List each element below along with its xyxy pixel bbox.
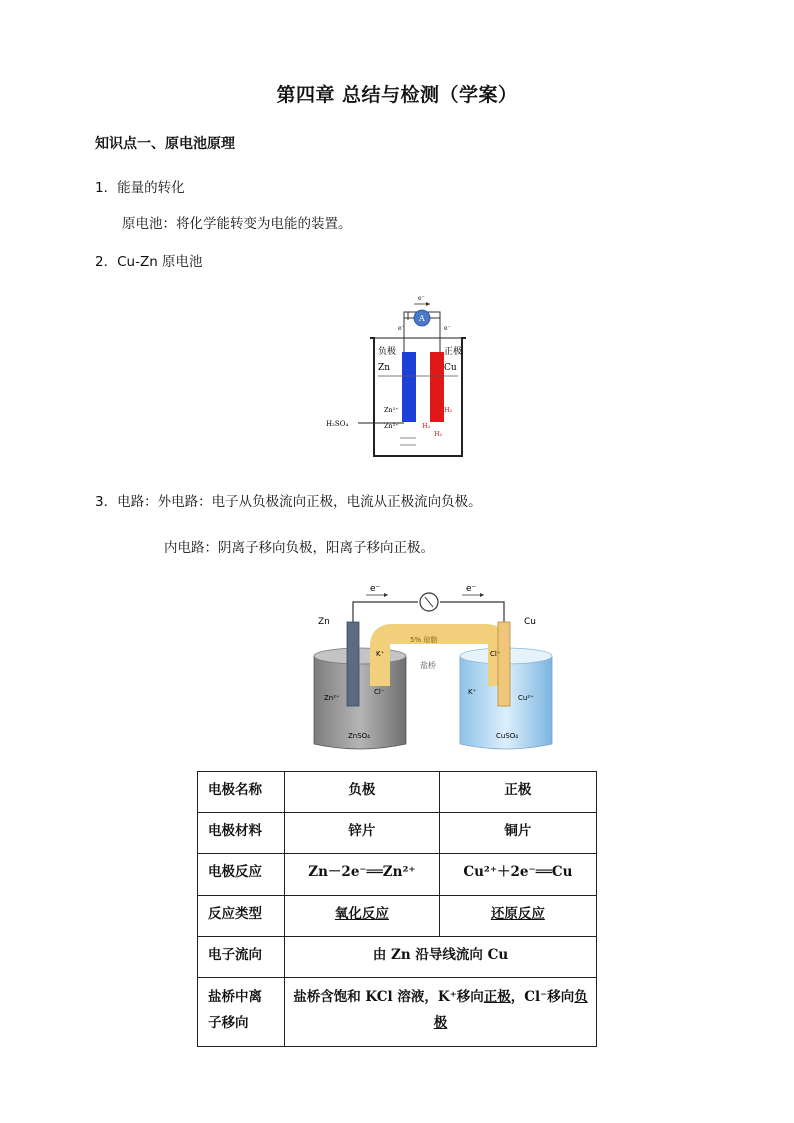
table-row — [198, 937, 597, 978]
zn-electrode — [402, 352, 416, 422]
zn-label: Zn — [318, 617, 330, 627]
cu-electrode — [430, 352, 444, 422]
cu-ion-label: Cu²⁺ — [518, 694, 534, 702]
salt-bridge-text: 盐桥含饱和 KCl 溶液，K⁺移向 — [293, 989, 484, 1005]
item-3-internal-circuit: 内电路：阴离子移向负极，阳离子移向正极。 — [164, 540, 434, 556]
row-header-line-2: 子移向 — [208, 1015, 249, 1031]
electrolyte-label: H₂SO₄ — [326, 420, 349, 428]
positive-cell: Cu²⁺＋2e⁻══Cu — [439, 854, 596, 896]
item-2-text: Cu-Zn 原电池 — [117, 254, 203, 270]
agar-label: 5% 琼脂 — [410, 636, 438, 644]
item-3-text: 电路：外电路：电子从负极流向正极，电流从正极流向负极。 — [117, 494, 482, 510]
item-1-description: 原电池：将化学能转变为电能的装置。 — [122, 216, 352, 232]
cu-label: Cu — [524, 617, 536, 627]
negative-cell: 负极 — [285, 772, 440, 813]
merged-cell — [285, 978, 597, 1047]
row-header: 电极名称 — [198, 772, 285, 813]
h2-label-3: H₂ — [434, 430, 443, 438]
item-1 — [95, 176, 185, 196]
ammeter-label: A — [419, 314, 425, 323]
section-heading: 知识点一、原电池原理 — [95, 136, 235, 152]
row-header — [198, 978, 285, 1047]
salt-bridge-label: 盐桥 — [420, 661, 436, 670]
zn-ion-label-2: Zn²⁺ — [384, 422, 399, 430]
table-row — [198, 896, 597, 937]
zn-ion-label: Zn²⁺ — [324, 694, 340, 702]
row-header: 电极反应 — [198, 854, 285, 896]
electron-label-left: e⁻ — [398, 325, 405, 332]
k-target: 正极 — [483, 989, 511, 1005]
cu-label: Cu — [444, 363, 457, 373]
table-row — [198, 978, 597, 1047]
cuso4-label: CuSO₄ — [496, 732, 519, 740]
merged-cell: 由 Zn 沿导线流向 Cu — [285, 937, 597, 978]
cl-ion-label-right: Cl⁻ — [490, 650, 501, 658]
page-title: 第四章 总结与检测（学案） — [276, 84, 518, 106]
electron-label-right: e⁻ — [444, 325, 451, 332]
row-header-line-1: 盐桥中离 — [208, 989, 262, 1005]
zn-ion-label-1: Zn²⁺ — [384, 406, 399, 414]
k-ion-label-left: K⁺ — [376, 650, 385, 658]
positive-cell: 正极 — [439, 772, 596, 813]
item-1-text: 能量的转化 — [117, 180, 185, 196]
table-row — [198, 772, 597, 813]
cl-ion-label-left: Cl⁻ — [374, 688, 385, 696]
cl-target: 负 — [574, 989, 588, 1005]
negative-label: 负极 — [378, 347, 397, 357]
h2-label-2: H₂ — [422, 422, 431, 430]
positive-cell: 还原反应 — [490, 906, 545, 922]
zn-label: Zn — [378, 363, 391, 373]
znso4-label: ZnSO₄ — [348, 732, 370, 740]
row-header: 电子流向 — [198, 937, 285, 978]
positive-label: 正极 — [444, 347, 463, 357]
cl-text: ，Cl⁻移向 — [510, 989, 575, 1005]
h2-label-1: H₂ — [444, 406, 453, 414]
cl-target-end: 极 — [433, 1015, 448, 1031]
negative-cell: 锌片 — [285, 813, 440, 854]
positive-cell: 铜片 — [439, 813, 596, 854]
row-header: 电极材料 — [198, 813, 285, 854]
item-2 — [95, 250, 203, 270]
row-header: 反应类型 — [198, 896, 285, 937]
table-row — [198, 813, 597, 854]
cu-zn-cell-diagram — [318, 290, 478, 462]
electron-label-left: e⁻ — [370, 584, 381, 594]
table-row — [198, 854, 597, 896]
salt-bridge-cell-diagram — [300, 576, 560, 754]
electron-label-top: e⁻ — [418, 295, 425, 302]
k-ion-label-right: K⁺ — [468, 688, 477, 696]
item-3-number: 3． — [95, 494, 118, 510]
item-1-number: 1． — [95, 180, 118, 196]
zn-electrode — [347, 622, 359, 706]
item-3 — [95, 490, 482, 510]
negative-cell: Zn－2e⁻══Zn²⁺ — [285, 854, 440, 896]
electrode-summary-table — [197, 771, 597, 1047]
item-2-number: 2． — [95, 254, 118, 270]
cu-electrode — [498, 622, 510, 706]
negative-cell: 氧化反应 — [334, 906, 389, 922]
electron-label-right: e⁻ — [466, 584, 477, 594]
